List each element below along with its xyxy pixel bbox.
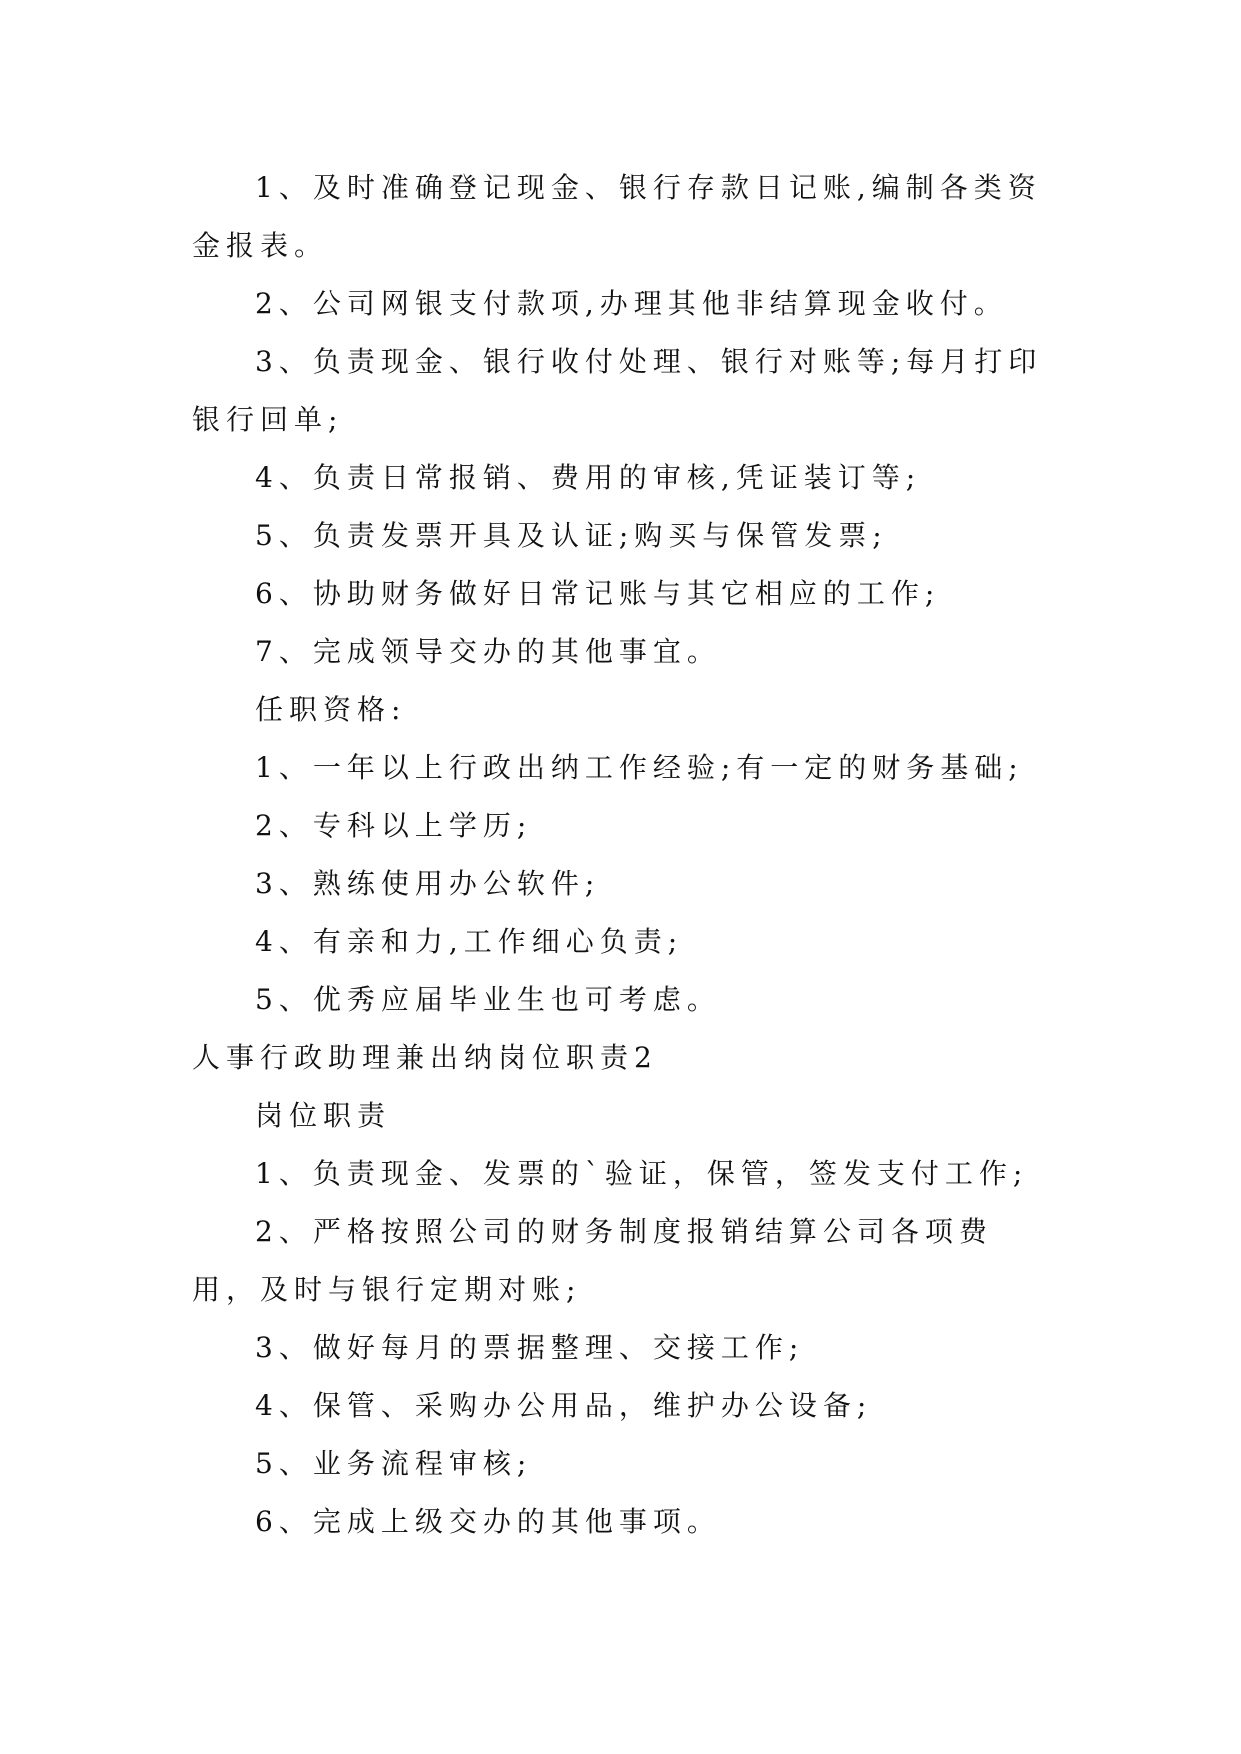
duty-item-1: 1、及时准确登记现金、银行存款日记账,编制各类资金报表。 (192, 171, 1042, 262)
qualifications-title: 任职资格: (255, 693, 407, 726)
section-2-duty-item-4: 4、保管、采购办公用品，维护办公设备; (255, 1389, 873, 1422)
section-2-title: 人事行政助理兼出纳岗位职责2 (192, 1041, 658, 1074)
section-2-duty-item-3: 3、做好每月的票据整理、交接工作; (255, 1331, 805, 1364)
section-2-duty-item-1: 1、负责现金、发票的`验证，保管，签发支付工作; (255, 1157, 1029, 1190)
qualification-item-5: 5、优秀应届毕业生也可考虑。 (255, 983, 721, 1016)
duty-item-7: 7、完成领导交办的其他事宜。 (255, 635, 721, 668)
duty-item-2: 2、公司网银支付款项,办理其他非结算现金收付。 (255, 287, 1008, 320)
qualification-item-4: 4、有亲和力,工作细心负责; (255, 925, 684, 958)
section-2-duty-item-5: 5、业务流程审核; (255, 1447, 533, 1480)
section-2-duty-item-6: 6、完成上级交办的其他事项。 (255, 1505, 721, 1538)
document-body (192, 159, 1052, 1551)
qualification-item-1: 1、一年以上行政出纳工作经验;有一定的财务基础; (255, 751, 1024, 784)
qualification-item-3: 3、熟练使用办公软件; (255, 867, 601, 900)
section-2-subtitle: 岗位职责 (255, 1099, 392, 1132)
section-2-duty-item-2: 2、严格按照公司的财务制度报销结算公司各项费用，及时与银行定期对账; (192, 1215, 993, 1306)
qualification-item-2: 2、专科以上学历; (255, 809, 533, 842)
duty-item-6: 6、协助财务做好日常记账与其它相应的工作; (255, 577, 941, 610)
duty-item-5: 5、负责发票开具及认证;购买与保管发票; (255, 519, 888, 552)
duty-item-3: 3、负责现金、银行收付处理、银行对账等;每月打印银行回单; (192, 345, 1043, 436)
duty-item-4: 4、负责日常报销、费用的审核,凭证装订等; (255, 461, 922, 494)
